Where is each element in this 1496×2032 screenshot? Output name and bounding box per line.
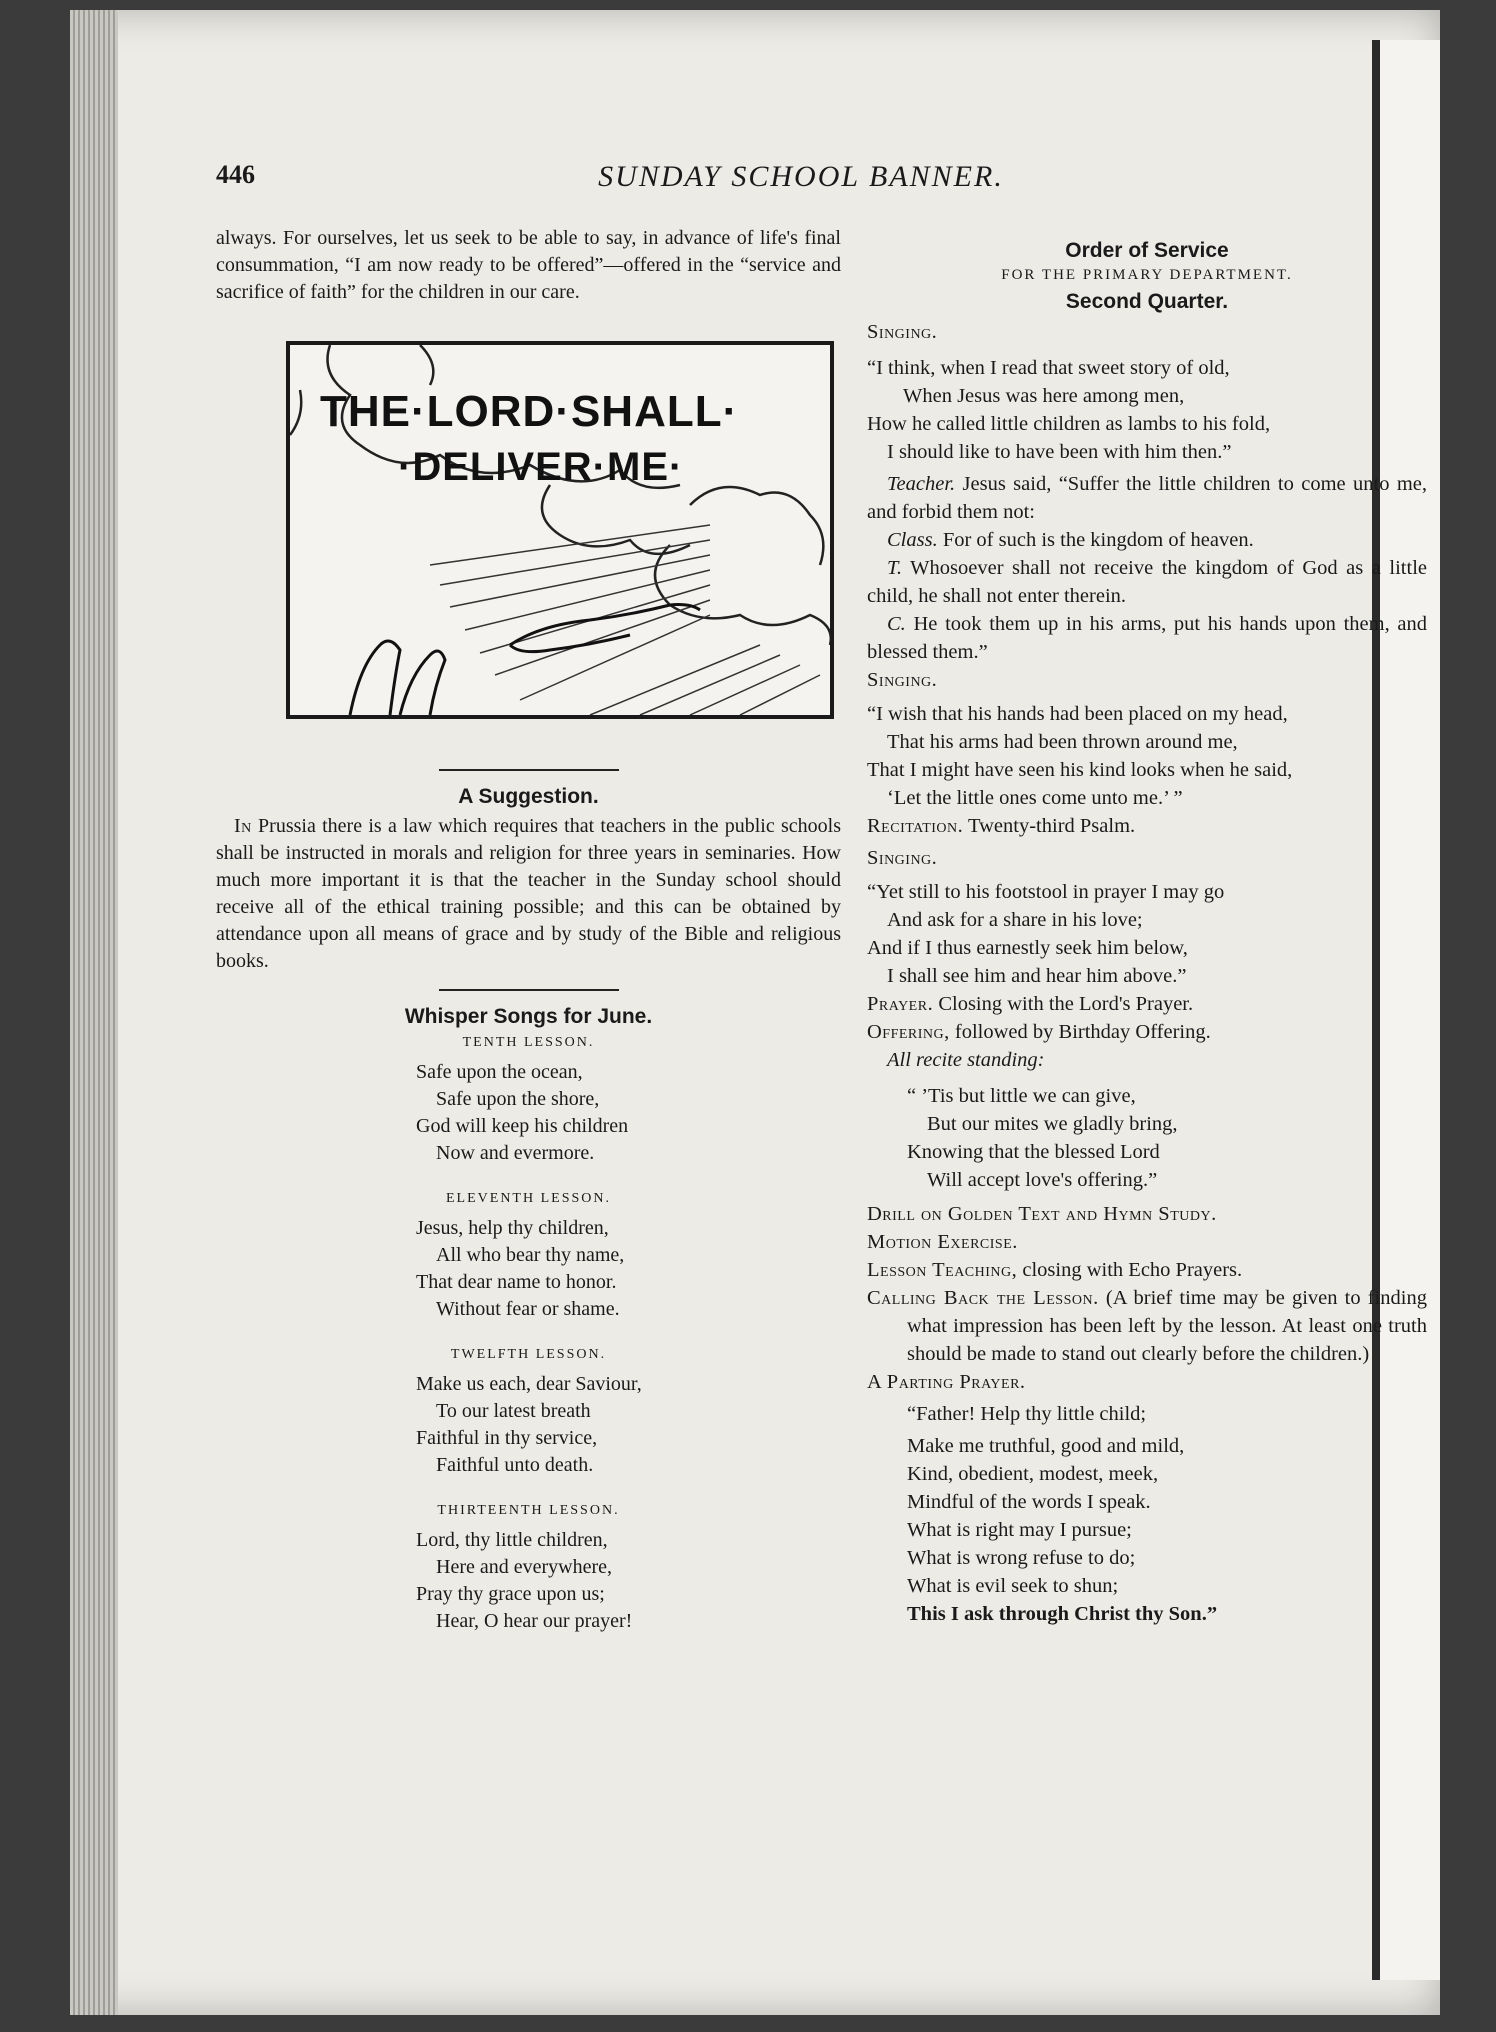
verse-line: Hear, O hear our prayer! <box>436 1610 633 1632</box>
calling-back-label: Calling Back the Lesson. <box>867 1287 1099 1309</box>
verse-line: Make me truthful, good and mild, <box>907 1435 1185 1457</box>
verse-line: Now and evermore. <box>436 1142 595 1164</box>
lesson-thirteenth <box>216 1503 841 1635</box>
right-column <box>867 225 1427 1628</box>
verse-line: Lord, thy little children, <box>416 1529 608 1551</box>
responsive-reading-class <box>867 526 1427 554</box>
reading-text: Whosoever shall not receive the kingdom of God as a little child, he shall not enter therein. <box>867 557 1427 607</box>
hymn-three <box>867 878 1427 990</box>
verse-line: Faithful unto death. <box>436 1454 594 1476</box>
suggestion-body: Prussia there is a law which requires that teachers in the public schools shall be instructed in morals and religion for three years in seminaries. How much more important it is that the teacher in the Sunday school should receive all of the ethical training possible; and this can be obtained by attendance upon all means of grace and by study of the Bible and religious books. <box>216 815 841 972</box>
lesson-title: TWELFTH LESSON. <box>450 1347 607 1362</box>
offering-label: Offering, <box>867 1021 950 1043</box>
parting-prayer-verse <box>907 1400 1427 1628</box>
verse-line: To our latest breath <box>436 1400 591 1422</box>
reading-text: He took them up in his arms, put his hands upon them, and blessed them.” <box>867 613 1427 663</box>
verse-line: Mindful of the words I speak. <box>907 1491 1151 1513</box>
recitation-line <box>867 812 1427 840</box>
verse-line: Here and everywhere, <box>436 1556 613 1578</box>
speaker-label: C. <box>887 613 906 635</box>
lesson-verse <box>416 1371 841 1479</box>
prayer-line <box>867 990 1427 1018</box>
verse-line: That his arms had been thrown around me, <box>887 731 1238 753</box>
offering-text: followed by Birthday Offering. <box>949 1021 1211 1043</box>
lesson-teaching-label: Lesson Teaching, <box>867 1259 1018 1281</box>
recite-instruction-text: All recite standing: <box>887 1049 1045 1071</box>
journal-title: SUNDAY SCHOOL BANNER. <box>598 160 1004 193</box>
reading-text: For of such is the kingdom of heaven. <box>937 529 1254 551</box>
singing-label: Singing. <box>867 847 938 869</box>
page-stack-edge <box>70 10 118 2015</box>
recitation-text: Twenty-third Psalm. <box>963 815 1136 837</box>
left-column <box>216 225 841 1635</box>
lesson-tenth <box>216 1035 841 1167</box>
prayer-text: Closing with the Lord's Prayer. <box>933 993 1194 1015</box>
responsive-reading-t <box>867 554 1427 610</box>
offering-line <box>867 1018 1427 1046</box>
book-page <box>70 10 1440 2015</box>
whisper-songs-heading: Whisper Songs for June. <box>404 1005 653 1028</box>
verse-line: Pray thy grace upon us; <box>416 1583 605 1605</box>
second-quarter-heading: Second Quarter. <box>1065 290 1229 313</box>
responsive-reading-c <box>867 610 1427 666</box>
verse-line: What is right may I pursue; <box>907 1519 1132 1541</box>
suggestion-heading: A Suggestion. <box>458 785 599 808</box>
verse-line: What is evil seek to shun; <box>907 1575 1119 1597</box>
speaker-label: Class. <box>887 529 938 551</box>
offering-verse <box>907 1082 1427 1194</box>
verse-line: When Jesus was here among men, <box>903 385 1185 407</box>
recite-instruction <box>867 1046 1427 1074</box>
singing-label: Singing. <box>867 669 938 691</box>
verse-line: That dear name to honor. <box>416 1271 617 1293</box>
speaker-label: T. <box>887 557 903 579</box>
page-header <box>216 160 1386 200</box>
intro-paragraph: always. For ourselves, let us seek to be able to say, in advance of life's final consummation, “I am now ready to be offered”—offered in the “service and sacrifice of faith” for the children in our care. <box>216 227 841 303</box>
singing-label: Singing. <box>867 321 938 343</box>
illustration-caption-line2: ·DELIVER·ME· <box>398 445 684 489</box>
verse-line: “Yet still to his footstool in prayer I may go <box>867 881 1225 903</box>
suggestion-lead: In <box>234 815 252 837</box>
verse-line: Safe upon the shore, <box>436 1088 600 1110</box>
calling-back-text: (A brief time may be given to finding what impression has been left by the lesson. At least one truth should be made to stand out clearly before the children.) <box>907 1287 1427 1365</box>
reading-text: Jesus said, “Suffer the little children to come unto me, and forbid them not: <box>867 473 1427 523</box>
lesson-title: TENTH LESSON. <box>462 1035 595 1050</box>
verse-line: “ ’Tis but little we can give, <box>907 1085 1136 1107</box>
verse-line: Knowing that the blessed Lord <box>907 1141 1160 1163</box>
parting-prayer-label: A Parting Prayer. <box>867 1371 1026 1393</box>
lesson-title: ELEVENTH LESSON. <box>446 1191 611 1206</box>
lesson-teaching-text: closing with Echo Prayers. <box>1017 1259 1243 1281</box>
verse-line: “Father! Help thy little child; <box>907 1403 1147 1425</box>
lesson-verse <box>416 1527 841 1635</box>
verse-line: Kind, obedient, modest, meek, <box>907 1463 1159 1485</box>
verse-line: Faithful in thy service, <box>416 1427 598 1449</box>
verse-line: I should like to have been with him then.” <box>887 441 1232 463</box>
verse-line: Safe upon the ocean, <box>416 1061 583 1083</box>
lesson-teaching-line <box>867 1256 1427 1284</box>
lesson-twelfth <box>216 1347 841 1479</box>
verse-line: That I might have seen his kind looks when he said, <box>867 759 1293 781</box>
verse-line: How he called little children as lambs to his fold, <box>867 413 1271 435</box>
verse-line: “I wish that his hands had been placed on my head, <box>867 703 1288 725</box>
motion-exercise-line: Motion Exercise. <box>867 1231 1018 1253</box>
drill-line: Drill on Golden Text and Hymn Study. <box>867 1203 1217 1225</box>
page-number: 446 <box>216 160 255 189</box>
verse-line: I shall see him and hear him above.” <box>887 965 1187 987</box>
verse-line: Make us each, dear Saviour, <box>416 1373 642 1395</box>
speaker-label: Teacher. <box>887 473 956 495</box>
responsive-reading-teacher <box>867 470 1427 526</box>
verse-line: ‘Let the little ones come unto me.’ ” <box>887 787 1183 809</box>
divider-rule <box>439 769 619 771</box>
verse-line: But our mites we gladly bring, <box>927 1113 1178 1135</box>
primary-department-subheading: FOR THE PRIMARY DEPARTMENT. <box>1001 267 1293 283</box>
verse-line: And ask for a share in his love; <box>887 909 1143 931</box>
hymn-two <box>867 700 1427 812</box>
illustration <box>286 341 834 719</box>
suggestion-paragraph <box>216 813 841 975</box>
verse-line: Without fear or shame. <box>436 1298 620 1320</box>
verse-line: God will keep his children <box>416 1115 629 1137</box>
verse-line: And if I thus earnestly seek him below, <box>867 937 1188 959</box>
verse-line: What is wrong refuse to do; <box>907 1547 1136 1569</box>
prayer-label: Prayer. <box>867 993 934 1015</box>
verse-line: Will accept love's offering.” <box>927 1169 1158 1191</box>
lesson-title: THIRTEENTH LESSON. <box>437 1503 620 1518</box>
illustration-caption-line1: THE·LORD·SHALL· <box>320 387 739 436</box>
verse-line: “I think, when I read that sweet story of old, <box>867 357 1230 379</box>
verse-line: Jesus, help thy children, <box>416 1217 609 1239</box>
lesson-verse <box>416 1059 841 1167</box>
order-of-service-heading: Order of Service <box>1065 239 1229 262</box>
verse-line: This I ask through Christ thy Son.” <box>907 1603 1218 1625</box>
lesson-eleventh <box>216 1191 841 1323</box>
hymn-one <box>867 354 1427 466</box>
recitation-label: Recitation. <box>867 815 964 837</box>
verse-line: All who bear thy name, <box>436 1244 625 1266</box>
calling-back-line <box>867 1284 1427 1368</box>
divider-rule <box>439 989 619 991</box>
lesson-verse <box>416 1215 841 1323</box>
